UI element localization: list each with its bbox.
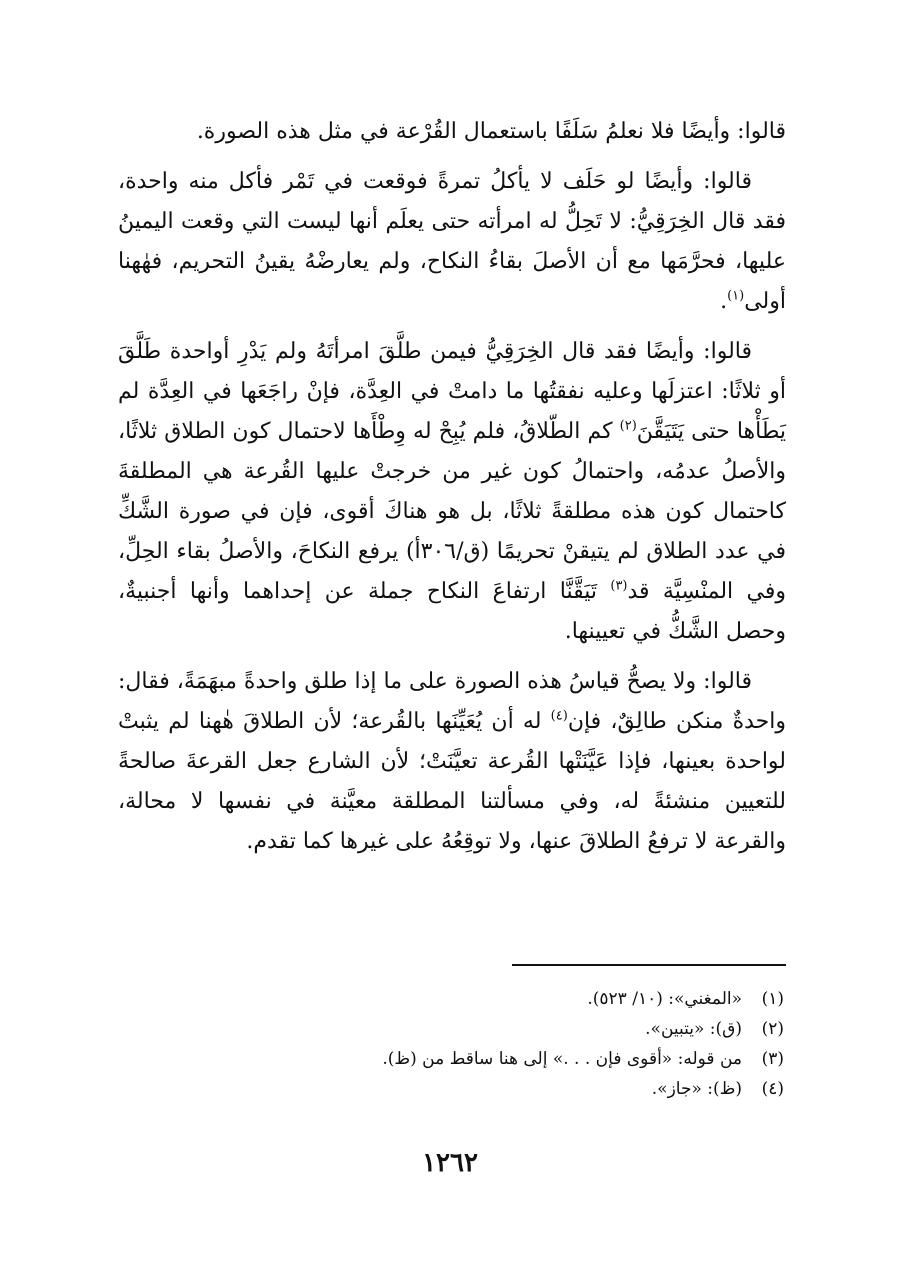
footnote-4-number: (٤) (761, 1079, 784, 1099)
footnote-ref-4: (٤) (550, 708, 568, 724)
footnote-3-text: من قوله: «أقوى فإن . . .» إلى هنا ساقط من (ظ). (382, 1049, 742, 1069)
footnote-separator (512, 964, 786, 966)
footnote-1-text: «المغني»: (١٠/ ٥٢٣). (587, 989, 742, 1009)
footnote-1-number: (١) (761, 989, 784, 1009)
footnote-ref-3: (٣) (610, 578, 628, 594)
footnote-4 (118, 1074, 784, 1104)
paragraph-3 (118, 332, 786, 652)
paragraph-1 (118, 112, 786, 152)
paragraph-3-text-a: قالوا: وأيضًا فقد قال الخِرَقِيُّ فيمن طلَّقَ امرأتَهُ ولم يَدْرِ أواحدة طَلَّقَ أو ثلاثًا: اعتزلَها وعليه نفقتُها ما دامتْ في العِدَّة، فإنْ راجَعَها في العِدَّة لم يَطَأْها حتى يَتَيَقَّنَ (118, 339, 787, 444)
footnote-ref-2: (٢) (619, 418, 637, 434)
paragraph-4 (118, 662, 786, 862)
page-number: ١٢٦٢ (422, 1148, 478, 1178)
footnote-4-text: (ظ): «جاز». (651, 1079, 742, 1099)
paragraph-2-text: قالوا: وأيضًا لو حَلَف لا يأكلُ تمرةً فوقعت في تَمْر فأكل منه واحدة، فقد قال الخِرَقِيُّ: لا تَحِلُّ له امرأته حتى يعلَم أنها ليست التي وقعت اليمينُ عليها، فحرَّمَها مع أن الأصلَ بقاءُ النكاح، ولم يعارضْهُ يقينُ التحريم، فهٰهنا أولى (118, 169, 786, 314)
paragraph-1-text: قالوا: وأيضًا فلا نعلمُ سَلَفًا باستعمال القُرْعة في مثل هذه الصورة. (196, 119, 786, 144)
main-text (118, 112, 786, 872)
footnotes (118, 984, 784, 1104)
footnote-2-number: (٢) (761, 1019, 784, 1039)
footnote-3-number: (٣) (761, 1049, 784, 1069)
footnote-1 (118, 984, 784, 1014)
paragraph-3-text-b: كم الطّلاقُ، فلم يُبِحْ له وِطْأَها لاحتمال كون الطلاق ثلاثًا، والأصلُ عدمُه، واحتمالُ كون غير من خرجتْ عليها القُرعة هي المطلقةَ كاحتمال كون هذه مطلقةً ثلاثًا، بل هو هناكَ أقوى، فإن في صورة الشَّكِّ في عدد الطلاق لم يتيقنْ تحريمًا (ق/٣٠٦أ) يرفع النكاحَ، والأصلُ بقاء الحِلِّ، وفي المنْسِيَّة قد (118, 419, 786, 604)
footnote-3 (118, 1044, 784, 1074)
footnote-2-text: (ق): «يتبين». (645, 1019, 742, 1039)
paragraph-3-text-c: تَيَقَّنَّا ارتفاعَ النكاح جملة عن إحداهما وأنها أجنبيةٌ، وحصل الشَّكُّ في تعيينها. (118, 579, 786, 644)
footnote-ref-1: (١) (727, 288, 745, 304)
paragraph-2 (118, 162, 786, 322)
paragraph-4-text-a: قالوا: ولا يصحُّ قياسُ هذه الصورة على ما إذا طلق واحدةً مبهَمَةً، فقال: واحدةٌ منكن طالِقٌ، فإن (118, 669, 786, 734)
paragraph-2-end: . (720, 289, 728, 314)
footnote-2 (118, 1014, 784, 1044)
paragraph-4-text-b: له أن يُعَيِّنَها بالقُرعة؛ لأن الطلاقَ هٰهنا لم يثبتْ لواحدة بعينها، فإذا عَيَّنَتْها القُرعة تعيَّنَتْ؛ لأن الشارع جعل القرعةَ صالحةً للتعيين منشئةً له، وفي مسألتنا المطلقة معيَّنة في نفسها لا محالة، والقرعة لا ترفعُ الطلاقَ عنها، ولا توقِعُهُ على غيرها كما تقدم. (118, 709, 786, 854)
